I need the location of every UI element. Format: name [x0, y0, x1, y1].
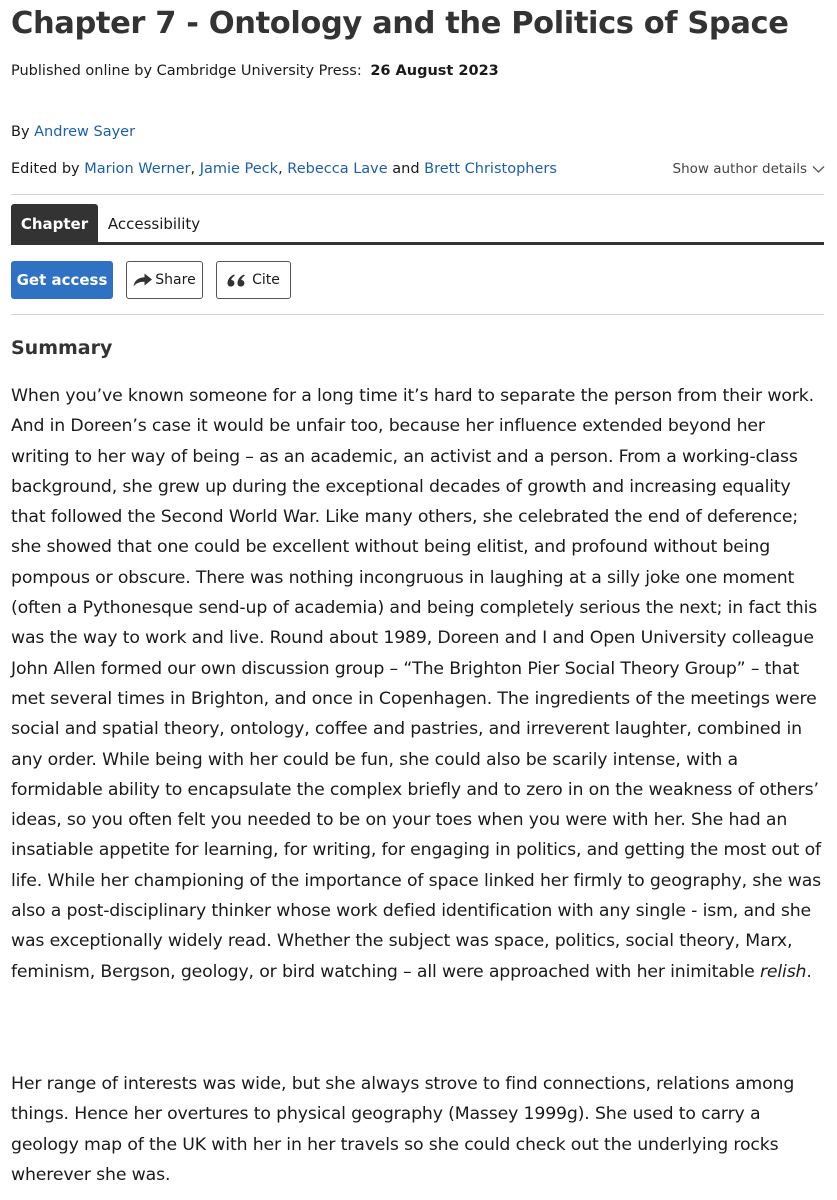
tab-chapter[interactable] [11, 204, 98, 243]
summary-text: When you’ve known someone for a long time it’s hard to separate the person from their work. And in Doreen’s case it would be unfair too, because her influence extended beyond her writing to her way of being – as an academic, an activist and a person. From a working-class background, she grew up during the exceptional decades of growth and increasing equality that followed the Second World War. Like many others, she celebrated the end of deference; she showed that one could be excellent without being elitist, and profound without being pompous or obscure. There was nothing incongruous in laughing at a silly joke one moment (often a Pythonesque send-up of academia) and being completely serious the next; in fact this was the way to work and live. Round about 1989, Doreen and I and Open University colleague John Allen formed our own discussion group – “The Brighton Pier Social Theory Group” – that met several times in Brighton, and once in Copenhagen. The ingredients of the meetings were social and spatial theory, ontology, coffee and pastries, and irreverent laughter, combined in any order. While being with her could be fun, she could also be scarily intense, with a formidable ability to encapsulate the complex briefly and to zero in on the weakness of others’ ideas, so you often felt you needed to be on your toes when you were with her. She had an insatiable appetite for learning, for writing, for engaging in politics, and getting the most out of life. While her championing of the importance of space linked her firmly to geography, she was also a post-disciplinary thinker whose work defied identification with any single - ism, and she was exceptionally widely read. Whether the subject was space, politics, social theory, Marx, feminism, Bergson, geology, or bird watching – all were approached with her inimitable [11, 386, 822, 982]
divider [11, 314, 824, 315]
chevron-down-icon [812, 165, 825, 174]
get-access-button[interactable]: Get access [11, 261, 113, 299]
cite-label: Cite [252, 272, 280, 288]
editor-link[interactable]: Rebecca Lave [287, 161, 388, 177]
cite-button[interactable] [216, 261, 291, 299]
by-label: By [11, 124, 30, 140]
editors-line: Edited by Marion Werner, Jamie Peck, Rebecca Lave and Brett Christophers [11, 161, 557, 177]
share-button[interactable] [126, 261, 203, 299]
tab-accessibility[interactable] [99, 204, 209, 243]
summary-paragraph [11, 381, 827, 987]
author-link[interactable]: Andrew Sayer [34, 124, 136, 140]
summary-text-end: . [806, 961, 812, 982]
editor-link[interactable]: Brett Christophers [424, 161, 557, 177]
editor-link[interactable]: Jamie Peck [199, 161, 279, 177]
editor-link[interactable]: Marion Werner [84, 161, 191, 177]
publication-info [11, 63, 499, 79]
tab-chapter-label: Chapter [20, 214, 89, 233]
published-date: 26 August 2023 [370, 63, 499, 79]
summary-heading: Summary [11, 337, 113, 359]
quote-icon [227, 274, 249, 287]
share-label: Share [155, 272, 196, 288]
byline [11, 124, 135, 140]
tab-underline [11, 242, 824, 245]
edited-by-label: Edited by [11, 161, 80, 177]
tab-accessibility-label: Accessibility [107, 214, 201, 233]
published-label: Published online by Cambridge University Press: [11, 63, 362, 79]
and-label: and [392, 161, 420, 177]
divider [11, 194, 824, 195]
show-author-details-label: Show author details [672, 161, 807, 177]
share-icon [133, 273, 153, 287]
page-title: Chapter 7 - Ontology and the Politics of Space [11, 6, 789, 41]
emphasis-text: relish [759, 961, 807, 982]
show-author-details-toggle[interactable] [673, 161, 825, 177]
summary-paragraph: Her range of interests was wide, but she always strove to find connections, relations among things. Hence her overtures to physical geography (Massey 1999g). She used to carry a geology map of the UK with her in her travels so she could check out the underlying rocks wherever she was. [11, 1074, 795, 1185]
